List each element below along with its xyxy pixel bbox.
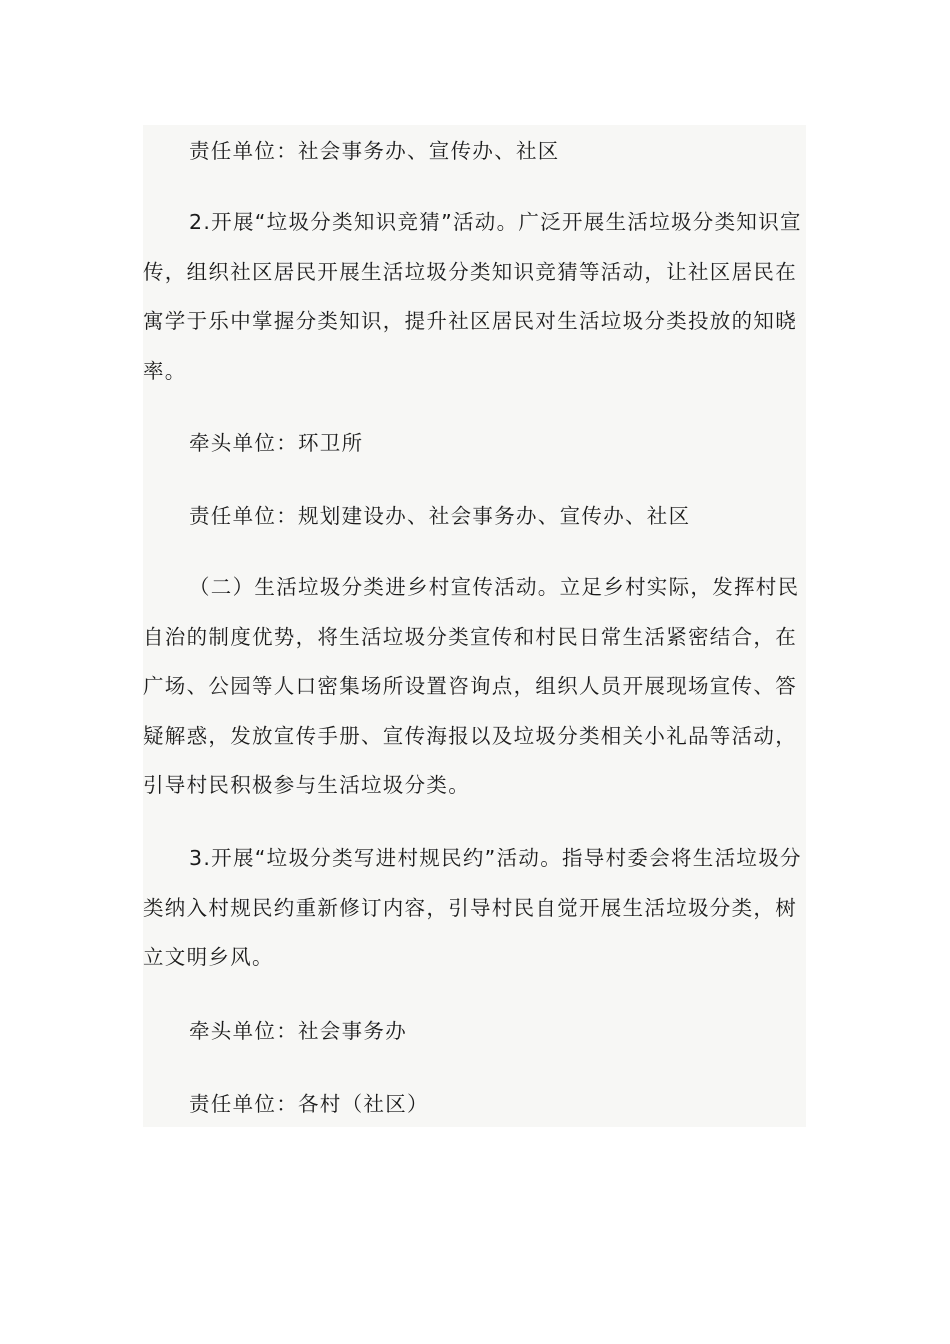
paragraph-section-two: （二）生活垃圾分类进乡村宣传活动。立足乡村实际，发挥村民自治的制度优势，将生活垃圾分类宣传和村民日常生活紧密结合，在广场、公园等人口密集场所设置咨询点，组织人员开展现场宣传、答疑解惑，发放宣传手册、宣传海报以及垃圾分类相关小礼品等活动，引导村民积极参与生活垃圾分类。 [143, 575, 800, 797]
paragraph-responsible-unit-2: 责任单位：规划建设办、社会事务办、宣传办、社区 [189, 504, 691, 528]
paragraph-responsible-unit-1: 责任单位：社会事务办、宣传办、社区 [189, 139, 560, 163]
paragraph-lead-unit-1: 牵头单位：环卫所 [189, 431, 364, 455]
paragraph-activity-2: 2.开展“垃圾分类知识竞猜”活动。广泛开展生活垃圾分类知识宣传，组织社区居民开展生活垃圾分类知识竞猜等活动，让社区居民在寓学于乐中掌握分类知识，提升社区居民对生活垃圾分类投放的知晓率。 [143, 210, 802, 383]
paragraph-responsible-unit-3: 责任单位：各村（社区） [189, 1092, 429, 1116]
paragraph-lead-unit-2: 牵头单位：社会事务办 [189, 1019, 407, 1043]
document-page [143, 125, 806, 1127]
paragraph-activity-3: 3.开展“垃圾分类写进村规民约”活动。指导村委会将生活垃圾分类纳入村规民约重新修订内容，引导村民自觉开展生活垃圾分类，树立文明乡风。 [143, 846, 802, 969]
